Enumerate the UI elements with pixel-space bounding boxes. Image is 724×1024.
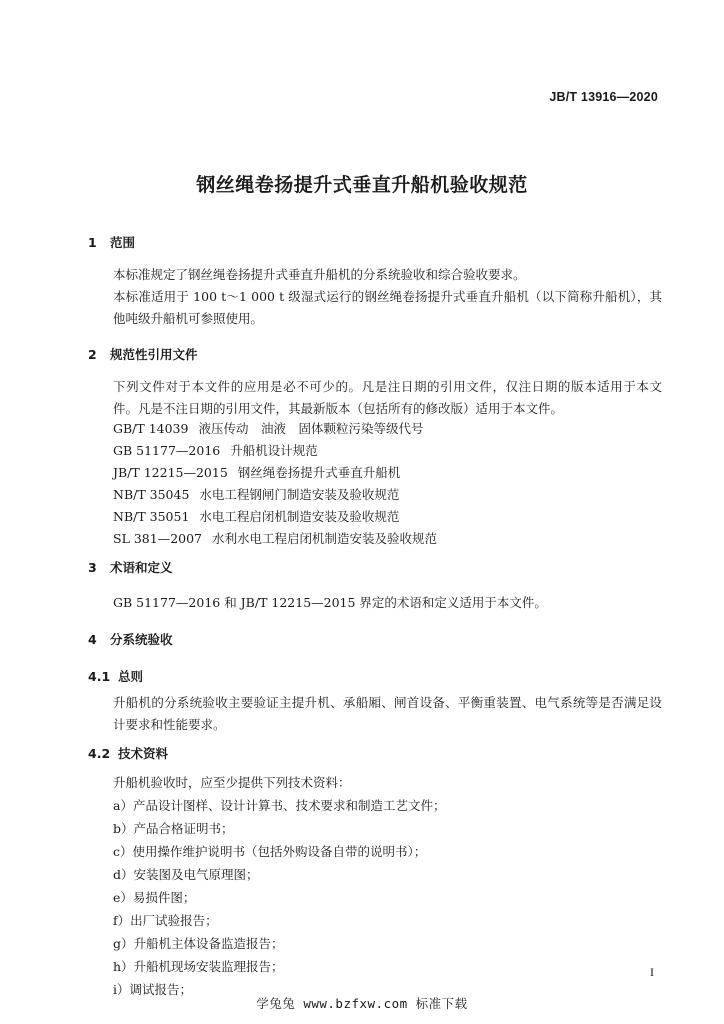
paragraph: 下列文件对于本文件的应用是必不可少的。凡是注日期的引用文件，仅注日期的版本适用于本文件。凡是不注日期的引用文件，其最新版本（包括所有的修改版）适用于本文件。 (113, 379, 662, 416)
section-3-body: GB 51177—2016 和 JB/T 12215—2015 界定的术语和定义适用于本文件。 (113, 595, 547, 610)
section-number: 1 (88, 235, 97, 250)
section-4-1-body (88, 692, 662, 736)
reference-code: GB/T 14039 (113, 421, 189, 436)
paragraph: 本标准适用于 100 t～1 000 t 级湿式运行的钢丝绳卷扬提升式垂直升船机（以下简称升船机），其他吨级升船机可参照使用。 (113, 289, 662, 326)
paragraph: 本标准规定了钢丝绳卷扬提升式垂直升船机的分系统验收和综合验收要求。 (113, 267, 526, 282)
section-number: 4.2 (88, 746, 111, 761)
section-4-2-heading (88, 744, 168, 762)
list-item: b）产品合格证明书； (113, 821, 234, 836)
section-title: 技术资料 (118, 746, 169, 761)
page-number: I (650, 965, 654, 979)
reference-item (113, 441, 318, 459)
reference-name: 水利水电工程启闭机制造安装及验收规范 (212, 531, 438, 546)
reference-item (113, 529, 437, 547)
list-item: d）安装图及电气原理图； (113, 867, 259, 882)
section-3-heading (88, 558, 173, 576)
reference-item (113, 419, 423, 437)
reference-item (113, 507, 399, 525)
section-2-body (88, 376, 662, 420)
paragraph: 升船机的分系统验收主要验证主提升机、承船厢、闸首设备、平衡重装置、电气系统等是否满足设计要求和性能要求。 (113, 695, 662, 732)
footer-watermark: 学兔兔 www.bzfxw.com 标准下载 (256, 996, 468, 1011)
section-title: 术语和定义 (110, 560, 173, 575)
list-item: g）升船机主体设备监造报告； (113, 936, 284, 951)
reference-code: SL 381—2007 (113, 531, 203, 546)
section-4-1-heading (88, 667, 143, 685)
list-item: a）产品设计图样、设计计算书、技术要求和制造工艺文件； (113, 798, 446, 813)
reference-code: GB 51177—2016 (113, 443, 221, 458)
standard-code-header: JB/T 13916—2020 (549, 90, 658, 104)
section-number: 4.1 (88, 669, 111, 684)
section-1-body (88, 264, 662, 330)
section-number: 4 (88, 632, 97, 647)
section-number: 3 (88, 560, 97, 575)
reference-code: JB/T 12215—2015 (113, 465, 228, 480)
reference-code: NB/T 35045 (113, 487, 190, 502)
reference-name: 水电工程钢闸门制造安装及验收规范 (199, 487, 400, 502)
section-title: 范围 (110, 235, 136, 250)
list-item: e）易损件图； (113, 890, 196, 905)
reference-name: 水电工程启闭机制造安装及验收规范 (199, 509, 400, 524)
document-title: 钢丝绳卷扬提升式垂直升船机验收规范 (196, 174, 528, 196)
list-item: f）出厂试验报告； (113, 913, 218, 928)
section-1-heading (88, 233, 135, 251)
section-4-heading (88, 630, 173, 648)
reference-code: NB/T 35051 (113, 509, 190, 524)
section-2-heading (88, 345, 198, 363)
reference-name: 液压传动 油液 固体颗粒污染等级代号 (198, 421, 424, 436)
section-title: 规范性引用文件 (110, 347, 198, 362)
tech-docs-intro: 升船机验收时，应至少提供下列技术资料： (113, 775, 351, 790)
list-item: c）使用操作维护说明书（包括外购设备自带的说明书）； (113, 844, 427, 859)
section-number: 2 (88, 347, 97, 362)
section-title: 总则 (118, 669, 144, 684)
reference-item (113, 485, 399, 503)
reference-name: 钢丝绳卷扬提升式垂直升船机 (237, 465, 401, 480)
section-title: 分系统验收 (110, 632, 173, 647)
list-item: h）升船机现场安装监理报告； (113, 959, 284, 974)
reference-name: 升船机设计规范 (230, 443, 318, 458)
list-item: i）调试报告； (113, 982, 192, 997)
reference-item (113, 463, 400, 481)
